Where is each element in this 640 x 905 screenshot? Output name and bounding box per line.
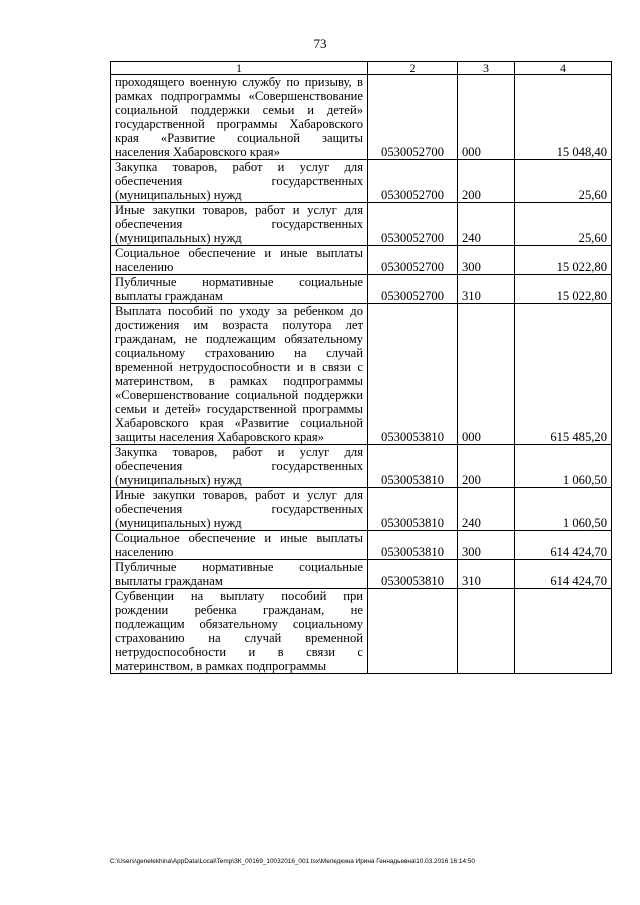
row-target-code: 0530052700	[368, 75, 458, 160]
row-amount: 25,60	[515, 160, 612, 203]
row-expense-type: 240	[458, 203, 515, 246]
row-expense-type: 200	[458, 160, 515, 203]
row-target-code: 0530053810	[368, 488, 458, 531]
row-name: Публичные нормативные социальные выплаты гражданам	[111, 275, 368, 304]
row-expense-type: 000	[458, 75, 515, 160]
table-row	[111, 304, 612, 445]
table-header-row	[111, 62, 612, 75]
row-amount: 614 424,70	[515, 531, 612, 560]
table-row	[111, 589, 612, 674]
header-col-3: 3	[458, 62, 515, 75]
row-name: Социальное обеспечение и иные выплаты населению	[111, 531, 368, 560]
row-amount: 15 022,80	[515, 275, 612, 304]
row-expense-type: 300	[458, 531, 515, 560]
page-number: 73	[313, 36, 327, 51]
row-name: Выплата пособий по уходу за ребенком до достижения им возраста полутора лет гражданам, не подлежащим обязательному социальному страхованию на случай временной нетрудоспособности и в связи с материнством, в рамках подпрограммы «Совершенствование социальной поддержки семьи и детей» государственной программы Хабаровского края «Развитие социальной защиты населения Хабаровского края»	[111, 304, 368, 445]
header-col-1: 1	[111, 62, 368, 75]
row-amount: 615 485,20	[515, 304, 612, 445]
header-col-4: 4	[515, 62, 612, 75]
row-name: Публичные нормативные социальные выплаты гражданам	[111, 560, 368, 589]
row-target-code: 0530052700	[368, 246, 458, 275]
row-amount	[515, 589, 612, 674]
row-amount: 1 060,50	[515, 445, 612, 488]
row-target-code: 0530053810	[368, 531, 458, 560]
table-row	[111, 531, 612, 560]
row-name: Иные закупки товаров, работ и услуг для обеспечения государственных (муниципальных) нужд	[111, 203, 368, 246]
row-target-code: 0530053810	[368, 304, 458, 445]
row-target-code: 0530052700	[368, 160, 458, 203]
row-name: проходящего военную службу по призыву, в рамках подпрограммы «Совершенствование социальной поддержки семьи и детей» государственной программы Хабаровского края «Развитие социальной защиты населения Хабаровского края»	[111, 75, 368, 160]
row-name: Закупка товаров, работ и услуг для обеспечения государственных (муниципальных) нужд	[111, 445, 368, 488]
table-row	[111, 203, 612, 246]
row-expense-type	[458, 589, 515, 674]
row-target-code: 0530053810	[368, 445, 458, 488]
header-col-2: 2	[368, 62, 458, 75]
row-amount: 614 424,70	[515, 560, 612, 589]
row-amount: 15 048,40	[515, 75, 612, 160]
document-footer-path: C:\Users\genelekhina\AppData\Local\Temp\ЗК_00169_10032016_001.tsx\Меледкина Ирина Геннадьевна\10.03.2016 16:14:50	[110, 858, 475, 865]
table-row	[111, 246, 612, 275]
row-amount: 25,60	[515, 203, 612, 246]
budget-table	[110, 61, 612, 674]
row-name: Субвенции на выплату пособий при рождении ребенка гражданам, не подлежащим обязательному социальному страхованию на случай временной нетрудоспособности и в связи с материнством, в рамках подпрограммы	[111, 589, 368, 674]
row-expense-type: 000	[458, 304, 515, 445]
row-target-code: 0530053810	[368, 560, 458, 589]
row-target-code	[368, 589, 458, 674]
row-target-code: 0530052700	[368, 203, 458, 246]
row-expense-type: 310	[458, 275, 515, 304]
table-row	[111, 75, 612, 160]
row-expense-type: 300	[458, 246, 515, 275]
table-row	[111, 488, 612, 531]
table-row	[111, 560, 612, 589]
row-amount: 1 060,50	[515, 488, 612, 531]
row-name: Закупка товаров, работ и услуг для обеспечения государственных (муниципальных) нужд	[111, 160, 368, 203]
row-amount: 15 022,80	[515, 246, 612, 275]
row-name: Социальное обеспечение и иные выплаты населению	[111, 246, 368, 275]
table-row	[111, 275, 612, 304]
row-expense-type: 310	[458, 560, 515, 589]
table-row	[111, 160, 612, 203]
row-name: Иные закупки товаров, работ и услуг для обеспечения государственных (муниципальных) нужд	[111, 488, 368, 531]
row-expense-type: 240	[458, 488, 515, 531]
row-expense-type: 200	[458, 445, 515, 488]
row-target-code: 0530052700	[368, 275, 458, 304]
table-row	[111, 445, 612, 488]
